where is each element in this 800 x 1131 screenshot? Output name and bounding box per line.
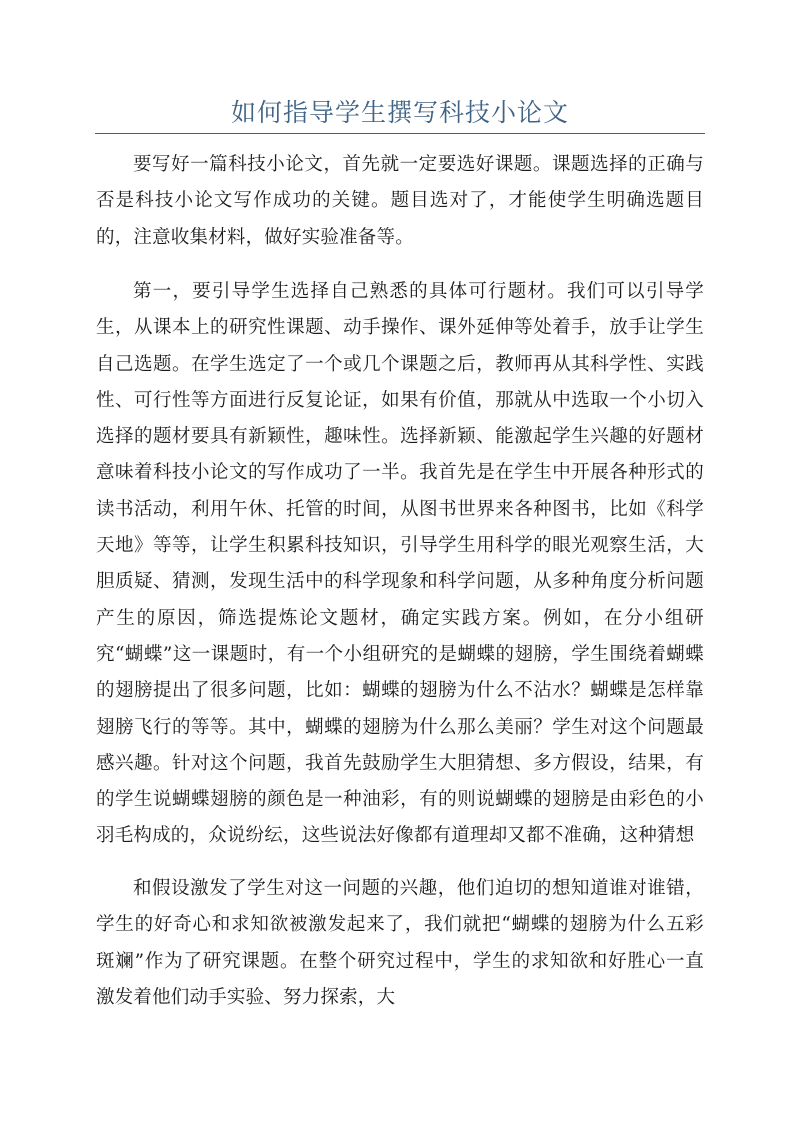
- paragraph-intro: 要写好一篇科技小论文，首先就一定要选好课题。课题选择的正确与否是科技小论文写作成功的关键。题目选对了，才能使学生明确选题目的，注意收集材料，做好实验准备等。: [96, 154, 704, 248]
- document-title: 如何指导学生撰写科技小论文: [230, 98, 569, 127]
- title-underline: [95, 133, 705, 134]
- paragraph-first-point: 第一，要引导学生选择自己熟悉的具体可行题材。我们可以引导学生，从课本上的研究性课题、动手操作、课外延伸等处着手，放手让学生自己选题。在学生选定了一个或几个课题之后，教师再从其科学性、实践性、可行性等方面进行反复论证，如果有价值，那就从中选取一个小切入选择的题材要具有新颖性，趣味性。选择新颖、能激起学生兴趣的好题材意味着科技小论文的写作成功了一半。我首先是在学生中开展各种形式的读书活动，利用午休、托管的时间，从图书世界来各种图书，比如《科学天地》等等，让学生积累科技知识，引导学生用科学的眼光观察生活，大胆质疑、猜测，发现生活中的科学现象和科学问题，从多种角度分析问题产生的原因，筛选提炼论文题材，确定实践方案。例如，在分小组研究“蝴蝶”这一课题时，有一个小组研究的是蝴蝶的翅膀，学生围绕着蝴蝶的翅膀提出了很多问题，比如：蝴蝶的翅膀为什么不沾水？蝴蝶是怎样靠翅膀飞行的等等。其中，蝴蝶的翅膀为什么那么美丽？学生对这个问题最感兴趣。针对这个问题，我首先鼓励学生大胆猜想、多方假设，结果，有的学生说蝴蝶翅膀的颜色是一种油彩，有的则说蝴蝶的翅膀是由彩色的小羽毛构成的，众说纷纭，这些说法好像都有道理却又都不准确，这种猜想: [96, 281, 704, 847]
- paragraph-continuation: 和假设激发了学生对这一问题的兴趣，他们迫切的想知道谁对谁错，学生的好奇心和求知欲被激发起来了，我们就把“蝴蝶的翅膀为什么五彩斑斓”作为了研究课题。在整个研究过程中，学生的求知欲和好胜心一直激发着他们动手实验、努力探索，大: [96, 878, 704, 1008]
